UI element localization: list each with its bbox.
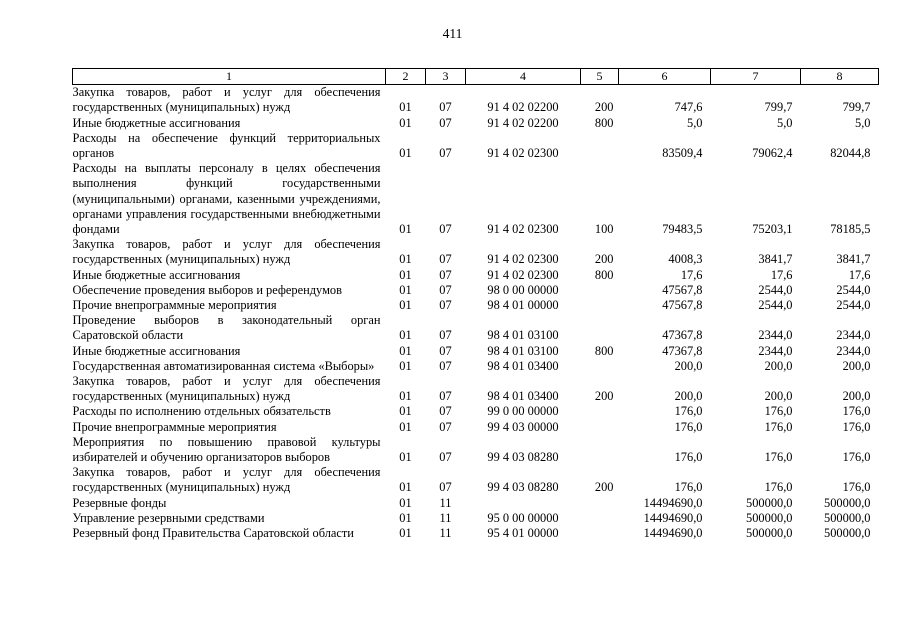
row-value: 2544,0 <box>758 298 793 313</box>
row-value <box>581 359 619 374</box>
table-header-row <box>73 69 879 85</box>
table-row <box>73 283 879 298</box>
row-description: Резервный фонд Правительства Саратовской области <box>72 526 354 541</box>
row-value: 200,0 <box>764 358 793 373</box>
table-row <box>73 344 879 359</box>
row-value: 500000,0 <box>824 526 871 541</box>
table-row <box>73 420 879 435</box>
row-value: 98 0 00 00000 <box>487 282 559 297</box>
table-row <box>73 511 879 526</box>
table-row <box>73 237 879 267</box>
row-description: Обеспечение проведения выборов и референдумов <box>72 282 342 297</box>
row-value: 176,0 <box>764 404 793 419</box>
row-value <box>581 131 619 161</box>
row-value: 91 4 02 02300 <box>487 267 559 282</box>
row-value: 95 4 01 00000 <box>487 526 559 541</box>
row-value: 14494690,0 <box>643 510 703 525</box>
row-value: 3841,7 <box>836 252 871 267</box>
row-description: Иные бюджетные ассигнования <box>72 267 241 282</box>
row-value <box>581 298 619 313</box>
row-description: Управление резервными средствами <box>72 510 265 525</box>
row-value: 01 <box>399 146 412 161</box>
row-value: 95 0 00 00000 <box>487 510 559 525</box>
row-value: 800 <box>594 115 614 130</box>
row-description: Расходы на выплаты персоналу в целях обеспечения выполнения функций государственными (муниципальными) органами, казенными учреждениями, органами управления государственными внебюджетными фондами <box>72 161 381 237</box>
row-value: 91 4 02 02200 <box>487 115 559 130</box>
row-value: 01 <box>399 267 412 282</box>
row-value: 500000,0 <box>746 526 793 541</box>
row-value: 01 <box>399 222 412 237</box>
row-value: 83509,4 <box>662 146 703 161</box>
row-description: Расходы по исполнению отдельных обязательств <box>72 404 331 419</box>
table-row <box>73 465 879 495</box>
row-value: 11 <box>439 495 452 510</box>
column-header-4: 4 <box>466 69 581 85</box>
row-value: 98 4 01 03100 <box>487 343 559 358</box>
table-row <box>73 268 879 283</box>
row-value: 176,0 <box>674 404 703 419</box>
row-value: 176,0 <box>842 404 871 419</box>
row-value <box>581 283 619 298</box>
row-value: 200 <box>594 252 614 267</box>
row-value: 2344,0 <box>836 343 871 358</box>
row-value: 200 <box>594 389 614 404</box>
row-description: Прочие внепрограммные мероприятия <box>72 419 277 434</box>
row-value: 200,0 <box>842 358 871 373</box>
row-value: 01 <box>399 100 412 115</box>
row-value <box>581 404 619 419</box>
table-row <box>73 404 879 419</box>
row-value: 14494690,0 <box>643 526 703 541</box>
row-value: 200,0 <box>764 389 793 404</box>
row-value: 91 4 02 02300 <box>487 222 559 237</box>
row-value: 07 <box>439 100 452 115</box>
row-value: 47567,8 <box>662 298 703 313</box>
row-value <box>581 420 619 435</box>
row-description: Прочие внепрограммные мероприятия <box>72 298 277 313</box>
row-description: Проведение выборов в законодательный орган Саратовской области <box>72 313 381 343</box>
row-value: 2544,0 <box>758 282 793 297</box>
row-value: 01 <box>399 358 412 373</box>
row-description: Закупка товаров, работ и услуг для обеспечения государственных (муниципальных) нужд <box>72 237 381 267</box>
row-value: 747,6 <box>674 100 703 115</box>
row-value <box>581 496 619 511</box>
row-value: 200,0 <box>674 389 703 404</box>
row-value: 01 <box>399 389 412 404</box>
row-value: 200 <box>594 480 614 495</box>
row-value <box>581 313 619 343</box>
row-value: 07 <box>439 222 452 237</box>
row-value: 500000,0 <box>824 510 871 525</box>
row-value: 98 4 01 00000 <box>487 298 559 313</box>
row-description: Закупка товаров, работ и услуг для обеспечения государственных (муниципальных) нужд <box>72 465 381 495</box>
row-value: 2544,0 <box>836 282 871 297</box>
table-header <box>73 69 879 85</box>
table-row <box>73 161 879 237</box>
row-value: 91 4 02 02200 <box>487 100 559 115</box>
row-value: 3841,7 <box>758 252 793 267</box>
row-description: Закупка товаров, работ и услуг для обеспечения государственных (муниципальных) нужд <box>72 374 381 404</box>
row-value: 800 <box>594 267 614 282</box>
table-row <box>73 313 879 343</box>
column-header-1: 1 <box>73 69 386 85</box>
row-value: 98 4 01 03400 <box>487 389 559 404</box>
row-description: Мероприятия по повышению правовой культуры избирателей и обучению организаторов выборов <box>72 434 381 465</box>
column-header-5: 5 <box>581 69 619 85</box>
column-header-2: 2 <box>386 69 426 85</box>
row-value: 800 <box>594 343 614 358</box>
column-header-6: 6 <box>619 69 711 85</box>
table-row <box>73 116 879 131</box>
row-value: 82044,8 <box>830 146 871 161</box>
row-value: 176,0 <box>764 450 793 465</box>
row-value: 01 <box>399 510 412 525</box>
row-value <box>581 526 619 541</box>
table-row <box>73 496 879 511</box>
column-header-3: 3 <box>426 69 466 85</box>
row-value: 47567,8 <box>662 282 703 297</box>
row-value: 17,6 <box>680 267 703 282</box>
row-value: 99 4 03 08280 <box>487 480 559 495</box>
row-value: 17,6 <box>770 267 793 282</box>
budget-table <box>72 68 879 541</box>
table-row <box>73 131 879 161</box>
row-value: 07 <box>439 267 452 282</box>
row-value: 98 4 01 03100 <box>487 328 559 343</box>
row-value: 79062,4 <box>752 146 793 161</box>
row-value: 07 <box>439 480 452 495</box>
row-value: 07 <box>439 358 452 373</box>
row-value: 99 0 00 00000 <box>487 404 559 419</box>
row-value: 07 <box>439 328 452 343</box>
row-value: 99 4 03 00000 <box>487 419 559 434</box>
row-value: 01 <box>399 495 412 510</box>
row-value: 75203,1 <box>752 222 793 237</box>
row-value: 11 <box>439 526 452 541</box>
column-header-8: 8 <box>801 69 879 85</box>
row-description: Резервные фонды <box>72 495 167 510</box>
row-value: 176,0 <box>842 419 871 434</box>
row-description: Иные бюджетные ассигнования <box>72 343 241 358</box>
row-value: 07 <box>439 282 452 297</box>
row-value: 99 4 03 08280 <box>487 450 559 465</box>
row-description: Расходы на обеспечение функций территориальных органов <box>72 130 381 161</box>
row-value: 07 <box>439 298 452 313</box>
row-value: 14494690,0 <box>643 495 703 510</box>
row-value <box>581 435 619 465</box>
row-value: 07 <box>439 389 452 404</box>
row-value: 176,0 <box>674 419 703 434</box>
row-value: 91 4 02 02300 <box>487 146 559 161</box>
row-value: 07 <box>439 343 452 358</box>
row-value: 78185,5 <box>830 222 871 237</box>
row-value: 176,0 <box>764 419 793 434</box>
row-value: 500000,0 <box>746 495 793 510</box>
row-value: 4008,3 <box>668 252 703 267</box>
row-value: 01 <box>399 404 412 419</box>
row-value: 5,0 <box>687 115 703 130</box>
table-row <box>73 85 879 116</box>
row-value: 47367,8 <box>662 343 703 358</box>
page-number: 411 <box>442 26 463 41</box>
row-value: 799,7 <box>764 100 793 115</box>
row-value: 799,7 <box>842 100 871 115</box>
table-row <box>73 298 879 313</box>
row-value: 01 <box>399 480 412 495</box>
row-value: 500000,0 <box>824 495 871 510</box>
row-value: 07 <box>439 450 452 465</box>
row-value: 200 <box>594 100 614 115</box>
row-value: 100 <box>594 222 614 237</box>
row-value: 176,0 <box>674 450 703 465</box>
row-value: 07 <box>439 146 452 161</box>
table-body <box>73 85 879 542</box>
row-value: 79483,5 <box>662 222 703 237</box>
row-value: 07 <box>439 404 452 419</box>
row-value: 01 <box>399 282 412 297</box>
row-value: 01 <box>399 526 412 541</box>
row-value: 200,0 <box>674 358 703 373</box>
row-value: 01 <box>399 298 412 313</box>
table-row <box>73 435 879 465</box>
row-value: 07 <box>439 252 452 267</box>
row-value: 176,0 <box>842 480 871 495</box>
row-description: Государственная автоматизированная система «Выборы» <box>72 358 375 373</box>
row-value: 2544,0 <box>836 298 871 313</box>
row-value <box>466 496 581 511</box>
row-value: 01 <box>399 252 412 267</box>
row-value: 98 4 01 03400 <box>487 358 559 373</box>
row-value: 2344,0 <box>836 328 871 343</box>
row-value: 2344,0 <box>758 343 793 358</box>
column-header-7: 7 <box>711 69 801 85</box>
row-value: 5,0 <box>777 115 793 130</box>
row-value: 17,6 <box>848 267 871 282</box>
row-value: 5,0 <box>855 115 871 130</box>
row-value: 01 <box>399 343 412 358</box>
row-value: 11 <box>439 510 452 525</box>
row-value: 01 <box>399 115 412 130</box>
row-value: 47367,8 <box>662 328 703 343</box>
row-value: 01 <box>399 328 412 343</box>
row-description: Иные бюджетные ассигнования <box>72 115 241 130</box>
row-value: 07 <box>439 115 452 130</box>
row-value: 01 <box>399 450 412 465</box>
row-value: 500000,0 <box>746 510 793 525</box>
row-value: 176,0 <box>764 480 793 495</box>
table-row <box>73 526 879 541</box>
row-value: 176,0 <box>842 450 871 465</box>
row-value: 91 4 02 02300 <box>487 252 559 267</box>
row-value: 200,0 <box>842 389 871 404</box>
row-value: 2344,0 <box>758 328 793 343</box>
row-description: Закупка товаров, работ и услуг для обеспечения государственных (муниципальных) нужд <box>72 85 381 115</box>
row-value: 176,0 <box>674 480 703 495</box>
row-value: 07 <box>439 419 452 434</box>
row-value <box>581 511 619 526</box>
table-row <box>73 374 879 404</box>
table-row <box>73 359 879 374</box>
row-value: 01 <box>399 419 412 434</box>
